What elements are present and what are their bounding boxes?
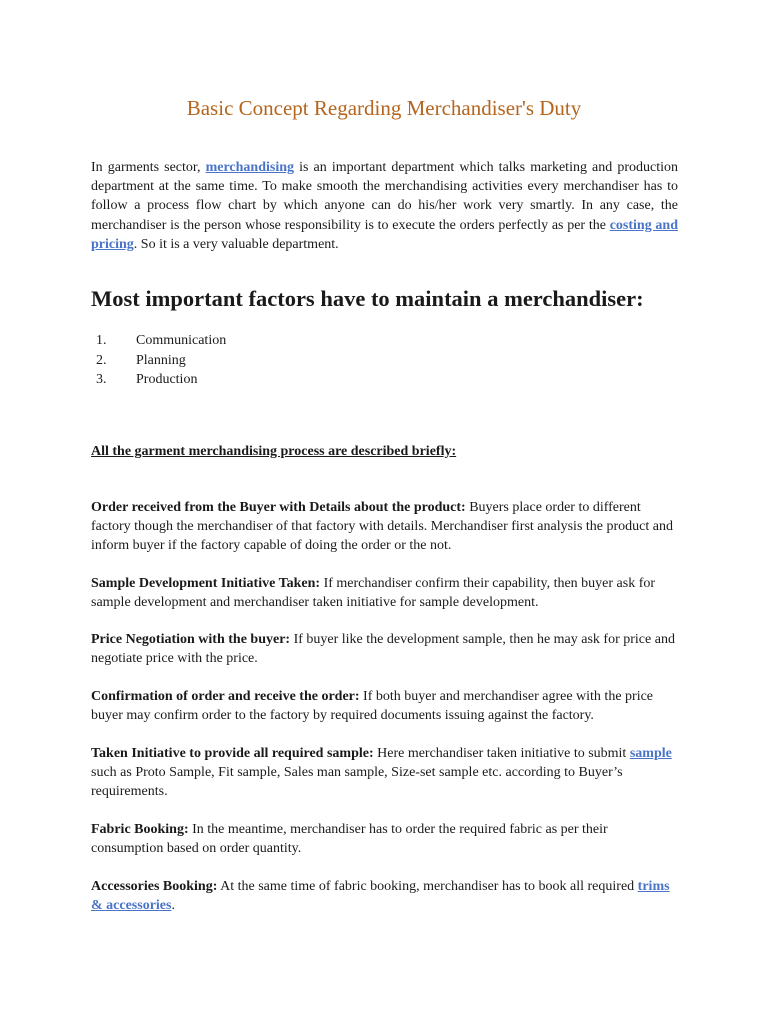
list-number: 3.	[96, 372, 107, 387]
page-title: Basic Concept Regarding Merchandiser's Duty	[186, 96, 582, 120]
intro-text: . So it is a very valuable department.	[133, 236, 339, 252]
section-heading: Price Negotiation with the buyer:	[91, 632, 291, 647]
section-price-negotiation	[91, 630, 681, 668]
section-text: If merchandiser confirm their capability, then buyer ask for sample development and merchandiser taken initiative for sample development.	[91, 576, 656, 611]
sample-link[interactable]: sample	[629, 746, 672, 761]
section-heading: Confirmation of order and receive the order:	[91, 689, 360, 704]
section-required-sample	[91, 744, 681, 802]
intro-text: In garments sector,	[91, 160, 206, 175]
list-item	[91, 351, 226, 371]
list-item	[91, 331, 226, 351]
section-text: If both buyer and merchandiser agree with the price buyer may confirm order to the factory by required documents issuing against the factory.	[91, 689, 654, 724]
section-fabric-booking	[91, 820, 681, 858]
section-text: In the meantime, merchandiser has to order the required fabric as per their consumption based on order quantity.	[91, 822, 608, 857]
section-text: such as Proto Sample, Fit sample, Sales man sample, Size-set sample etc. according to Buyer’s requirements.	[91, 765, 623, 800]
process-heading: All the garment merchandising process are described briefly:	[91, 444, 457, 459]
list-number: 2.	[96, 352, 107, 368]
section-heading: Sample Development Initiative Taken:	[91, 576, 321, 591]
section-text: Buyers place order to different factory though the merchandiser of that factory with details. Merchandiser first analysis the product and inform buyer if the factory capable of doing the order or the not.	[91, 500, 673, 554]
section-sample-development	[91, 574, 681, 612]
list-item-label: Communication	[136, 333, 227, 348]
intro-text: is an important department which talks marketing and production department at the same time. To make smooth the merchandising activities every merchandiser has to follow a process flow chart by which anyone can do his/her work very smartly. In any case, the merchandiser is the person whose responsibility is to execute the orders perfectly as per the	[91, 160, 678, 233]
intro-paragraph	[91, 158, 678, 254]
merchandising-link[interactable]: merchandising	[205, 160, 295, 175]
section-text: At the same time of fabric booking, merchandiser has to book all required	[217, 879, 638, 894]
list-item-label: Production	[136, 372, 198, 387]
section-text: .	[171, 898, 175, 914]
section-heading: Order received from the Buyer with Details about the product:	[91, 500, 466, 515]
trims-accessories-link[interactable]: trims & accessories	[91, 879, 670, 914]
factors-list	[91, 331, 226, 390]
section-heading: Taken Initiative to provide all required sample:	[91, 746, 374, 761]
section-text: Here merchandiser taken initiative to submit	[373, 746, 630, 761]
section-heading: Fabric Booking:	[91, 822, 189, 837]
section-accessories-booking	[91, 877, 681, 915]
section-order-confirmation	[91, 687, 681, 725]
list-item-label: Planning	[136, 352, 186, 368]
factors-heading: Most important factors have to maintain a merchandiser:	[91, 286, 644, 311]
section-heading: Accessories Booking:	[91, 879, 218, 894]
list-item	[91, 370, 226, 390]
list-number: 1.	[96, 333, 107, 348]
section-order-received	[91, 498, 681, 556]
section-text: If buyer like the development sample, then he may ask for price and negotiate price with the price.	[91, 632, 675, 667]
costing-and-pricing-link[interactable]: costing and pricing	[91, 217, 678, 252]
